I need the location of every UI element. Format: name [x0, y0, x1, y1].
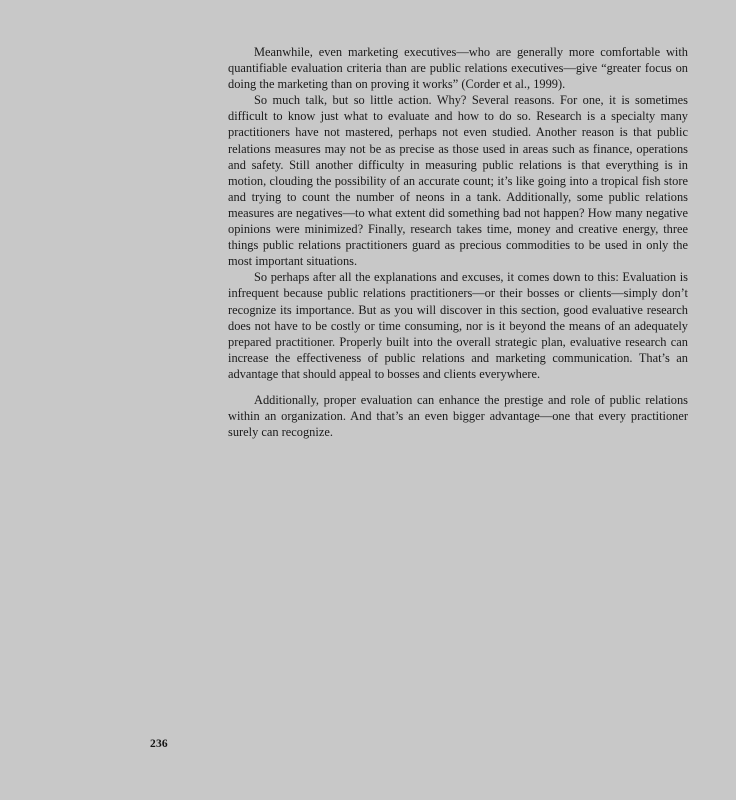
- paragraph-2: So much talk, but so little action. Why? Several reasons. For one, it is sometimes difficult to know just what to evaluate and how to do so. Research is a specialty many practitioners have not mastered, perhaps not even studied. Another reason is that public relations measures may not be as precise as those used in areas such as finance, operations and safety. Still another difficulty in measuring public relations is that everything is in motion, clouding the possibility of an accurate count; it’s like going into a tropical fish store and trying to count the number of neons in a tank. Additionally, some public relations measures are negatives—to what extent did something bad not happen? How many negative opinions were minimized? Finally, research takes time, money and creative energy, three things public relations practitioners guard as precious commodities to be used in only the most important situations.: [228, 93, 688, 269]
- page-number: 236: [150, 738, 168, 750]
- paragraph-4: Additionally, proper evaluation can enhance the prestige and role of public relations within an organization. And that’s an even bigger advantage—one that every practitioner surely can recognize.: [228, 392, 688, 440]
- body-text-column: [228, 44, 688, 440]
- paragraph-3: So perhaps after all the explanations and excuses, it comes down to this: Evaluation is infrequent because public relations practitioners—or their bosses or clients—simply don’t recognize its importance. But as you will discover in this section, good evaluative research does not have to be costly or time consuming, nor is it beyond the means of an adequately prepared practitioner. Properly built into the overall strategic plan, evaluative research can increase the effectiveness of public relations and marketing communication. That’s an advantage that should appeal to bosses and clients everywhere.: [228, 270, 688, 381]
- paragraph-1: Meanwhile, even marketing executives—who are generally more comfortable with quantifiable evaluation criteria than are public relations executives—give “greater focus on doing the marketing than on proving it works” (Corder et al., 1999).: [228, 45, 688, 92]
